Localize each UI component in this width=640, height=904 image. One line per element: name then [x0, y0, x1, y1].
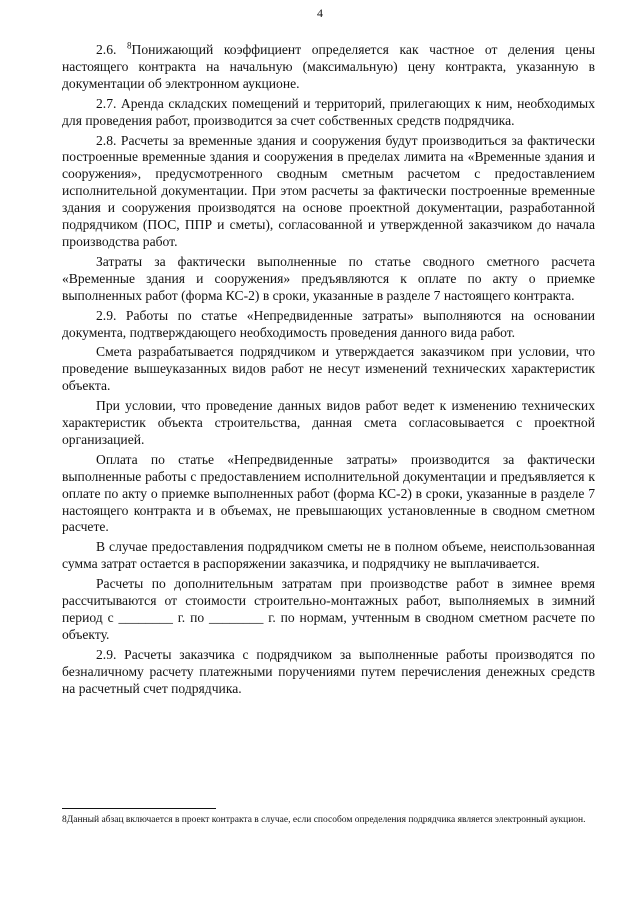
paragraph-estimate-agreement: При условии, что проведение данных видов работ ведет к изменению технических характеристик объекта строительства, данная смета согласовывается с проектной организацией.: [62, 398, 595, 447]
paragraph-lead: 2.6.: [96, 42, 128, 57]
paragraph-text: Понижающий коэффициент определяется как частное от деления цены настоящего контракта на начальную (максимальную) цену контракта, указанную в документации об электронном аукционе.: [62, 42, 595, 91]
paragraph-temporary-buildings-costs: Затраты за фактически выполненные по статье сводного сметного расчета «Временные здания и сооружения» предъявляются к оплате по акту о приемке выполненных работ (форма КС-2) в сроки, указанные в разделе 7 настоящего контракта.: [62, 253, 595, 303]
page-number: 4: [317, 6, 323, 20]
paragraph-2-6: [62, 42, 595, 93]
footnote-marker: 8: [127, 40, 132, 51]
paragraph-unforeseen-payment: Оплата по статье «Непредвиденные затраты» производится за фактически выполненные работы с предоставлением исполнительной документации и предъявляется к оплате по акту о приемке выполненных работ (форма КС-2) в сроки, указанные в разделе 7 настоящего контракта и в объемах, не превышающих установленные в сводном сметном расчете.: [62, 451, 595, 535]
footnote: 8Данный абзац включается в проект контракта в случае, если способом определения подрядчика является электронный аукцион.: [62, 815, 586, 825]
paragraph-winter-costs: Расчеты по дополнительным затратам при производстве работ в зимнее время рассчитываются от стоимости строительно-монтажных работ, выполняемых в зимний период с ________ г. по ________ г. по нормам, учтенным в сводном сметном расчете по объекту.: [62, 576, 595, 642]
document-body: [62, 42, 595, 701]
paragraph-2-9-unforeseen: 2.9. Работы по статье «Непредвиденные затраты» выполняются на основании документа, подтверждающего необходимость проведения данного вида работ.: [62, 307, 595, 340]
paragraph-2-8: 2.8. Расчеты за временные здания и сооружения будут производиться за фактически построенные временные здания и сооружения в пределах лимита на «Временные здания и сооружения», предусмотренного сводным сметным расчетом с предоставлением исполнительной документации. При этом расчеты за фактически построенные временные здания и сооружения производятся на основе проектной документации, разработанной подрядчиком (ПОС, ППР и сметы), согласованной и утвержденной заказчиком до начала производства работ.: [62, 132, 595, 249]
footnote-separator: [62, 808, 216, 809]
paragraph-2-9-settlements: 2.9. Расчеты заказчика с подрядчиком за выполненные работы производятся по безналичному расчету платежными поручениями путем перечисления денежных средств на расчетный счет подрядчика.: [62, 646, 595, 696]
paragraph-incomplete-estimate: В случае предоставления подрядчиком сметы не в полном объеме, неиспользованная сумма затрат остается в распоряжении заказчика, и подрядчику не выплачивается.: [62, 539, 595, 572]
paragraph-2-7: 2.7. Аренда складских помещений и территорий, прилегающих к ним, необходимых для проведения работ, производится за счет собственных средств подрядчика.: [62, 95, 595, 128]
paragraph-estimate-approval: Смета разрабатывается подрядчиком и утверждается заказчиком при условии, что проведение вышеуказанных видов работ не несут изменений технических характеристик объекта.: [62, 344, 595, 394]
